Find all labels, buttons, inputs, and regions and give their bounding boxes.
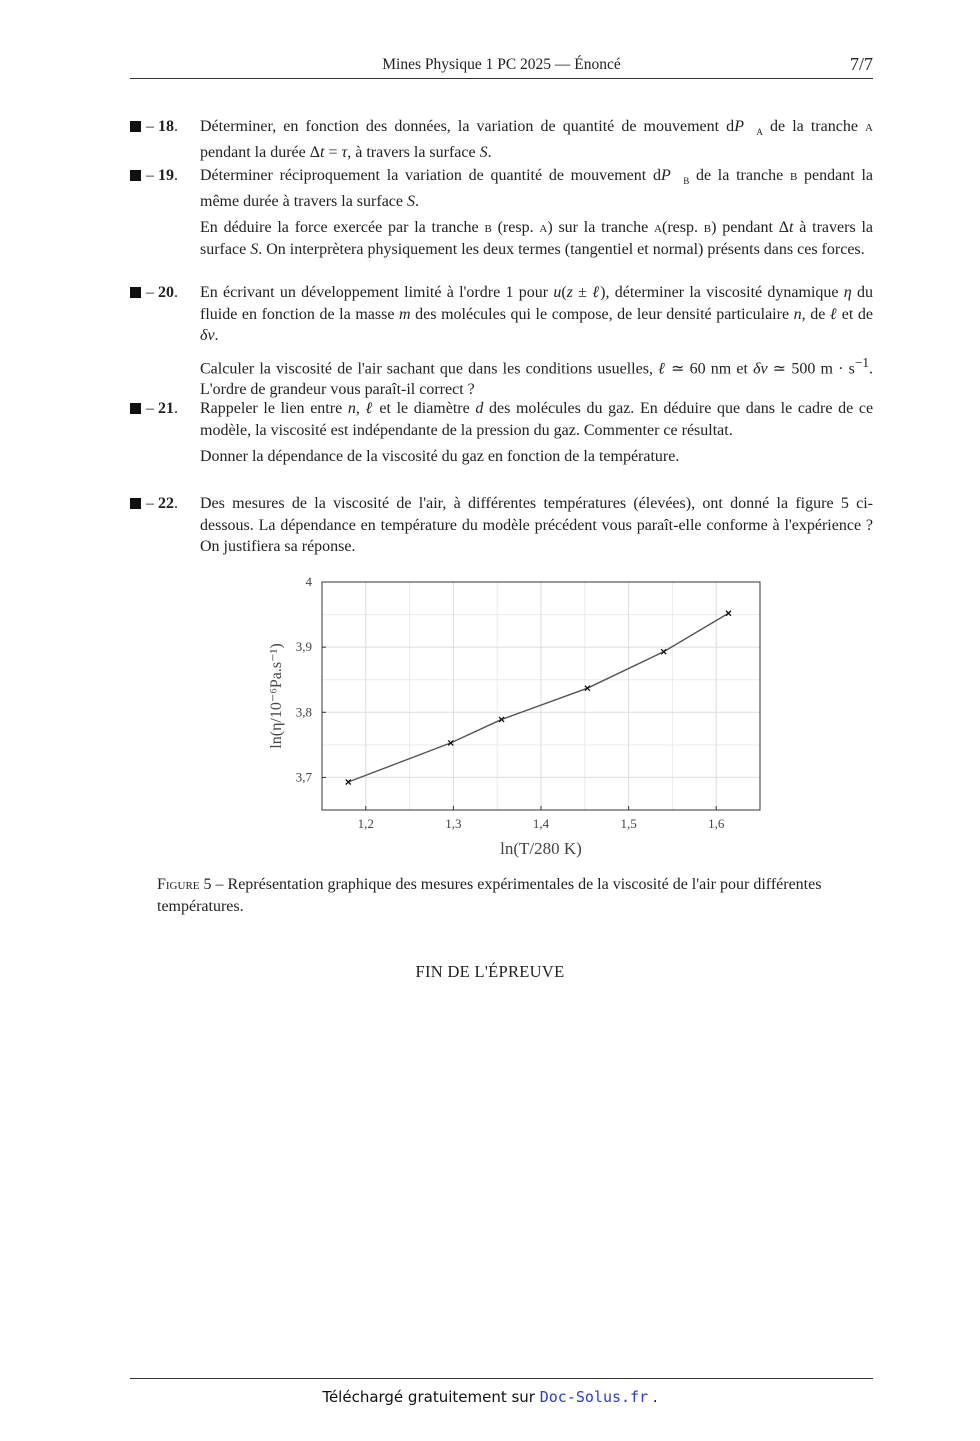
question-paragraph: En écrivant un développement limité à l'ordre 1 pour u(z ± ℓ), déterminer la viscosité dynamique η du fluide en fonction de la masse m des molécules qui le compose, de leur densité particulaire n, de ℓ et de δv.: [200, 284, 873, 344]
page-number: 7/7: [849, 54, 873, 74]
x-tick-label: 1,4: [532, 816, 550, 831]
checkbox-icon: [130, 287, 141, 298]
question-18: [130, 116, 873, 168]
footer-link[interactable]: Doc-Solus.fr: [539, 1388, 649, 1406]
checkbox-icon: [130, 403, 141, 414]
y-tick-label: 3,7: [295, 769, 312, 785]
question-19: [130, 165, 873, 265]
question-number: – 20.: [130, 282, 200, 304]
x-tick-label: 1,6: [708, 816, 725, 831]
y-tick-label: 3,8: [295, 704, 312, 720]
question-body: [200, 165, 873, 260]
footer-suffix: .: [648, 1388, 658, 1406]
question-body: [200, 398, 873, 468]
question-number: – 22.: [130, 493, 200, 515]
question-num-label: 20: [158, 284, 174, 301]
footer-text: Téléchargé gratuitement sur: [322, 1388, 540, 1406]
x-tick-label: 1,2: [357, 816, 374, 831]
checkbox-icon: [130, 121, 141, 132]
question-20: [130, 282, 873, 406]
footer: [0, 1388, 980, 1406]
checkbox-icon: [130, 170, 141, 181]
question-body: [200, 493, 873, 558]
data-series-line: [348, 613, 728, 782]
question-body: [200, 116, 873, 163]
footer-rule: [130, 1378, 873, 1379]
question-paragraph: Donner la dépendance de la viscosité du gaz en fonction de la température.: [200, 448, 680, 465]
figure-caption: [157, 874, 873, 918]
question-paragraph: En déduire la force exercée par la tranche b (resp. a) sur la tranche a(resp. b) pendant Δt à travers la surface S. On interprètera physiquement les deux termes (tangentiel et normal) présents dans ces forces.: [200, 219, 874, 258]
question-paragraph: Déterminer réciproquement la variation de quantité de mouvement $dP⃗_b$ de la tranche b pendant la même durée à travers la surface S.: [200, 167, 873, 210]
question-paragraph: Déterminer, en fonction des données, la variation de quantité de mouvement $dP⃗_a$ de la tranche a pendant la durée Δt = τ, à travers la surface S.: [200, 118, 873, 161]
end-of-exam-text: FIN DE L'ÉPREUVE: [415, 962, 565, 981]
checkbox-icon: [130, 498, 141, 509]
header-title: Mines Physique 1 PC 2025 — Énoncé: [382, 56, 621, 73]
y-axis-label: ln(η/10⁻⁶Pa.s⁻¹): [268, 643, 285, 749]
question-paragraph: Calculer la viscosité de l'air sachant que dans les conditions usuelles, ℓ ≃ 60 nm et δv ≃ 500 $m \cdot s^{-1}$. L'ordre de grandeur vous paraît-il correct ?: [200, 354, 874, 399]
question-num-label: 18: [158, 118, 174, 135]
x-tick-label: 1,3: [445, 816, 462, 831]
question-body: [200, 282, 873, 401]
question-number: – 18.: [130, 116, 200, 138]
question-num-label: 21: [158, 400, 174, 417]
question-number: – 21.: [130, 398, 200, 420]
caption-label: Figure 5: [157, 876, 212, 893]
question-num-label: 22: [158, 495, 174, 512]
x-axis-label: ln(T/280 K): [500, 839, 582, 858]
question-paragraph: Des mesures de la viscosité de l'air, à différentes températures (élevées), ont donné la figure 5 ci-dessous. La dépendance en température du modèle précédent vous paraît-elle conforme à l'expérience ? On justifiera sa réponse.: [200, 495, 873, 555]
question-number: – 19.: [130, 165, 200, 187]
y-tick-label: 4: [305, 574, 312, 589]
x-tick-label: 1,5: [620, 816, 637, 831]
data-point-marker: [661, 649, 666, 654]
viscosity-chart: [250, 568, 780, 858]
question-paragraph: Rappeler le lien entre n, ℓ et le diamètre d des molécules du gaz. En déduire que dans le cadre de ce modèle, la viscosité est indépendante de la pression du gaz. Commenter ce résultat.: [200, 400, 874, 439]
page-header: [130, 54, 873, 79]
caption-text: – Représentation graphique des mesures expérimentales de la viscosité de l'air pour différentes températures.: [157, 876, 822, 915]
question-num-label: 19: [158, 167, 174, 184]
y-tick-label: 3,9: [295, 639, 312, 655]
question-21: [130, 398, 873, 473]
question-22: [130, 493, 873, 563]
